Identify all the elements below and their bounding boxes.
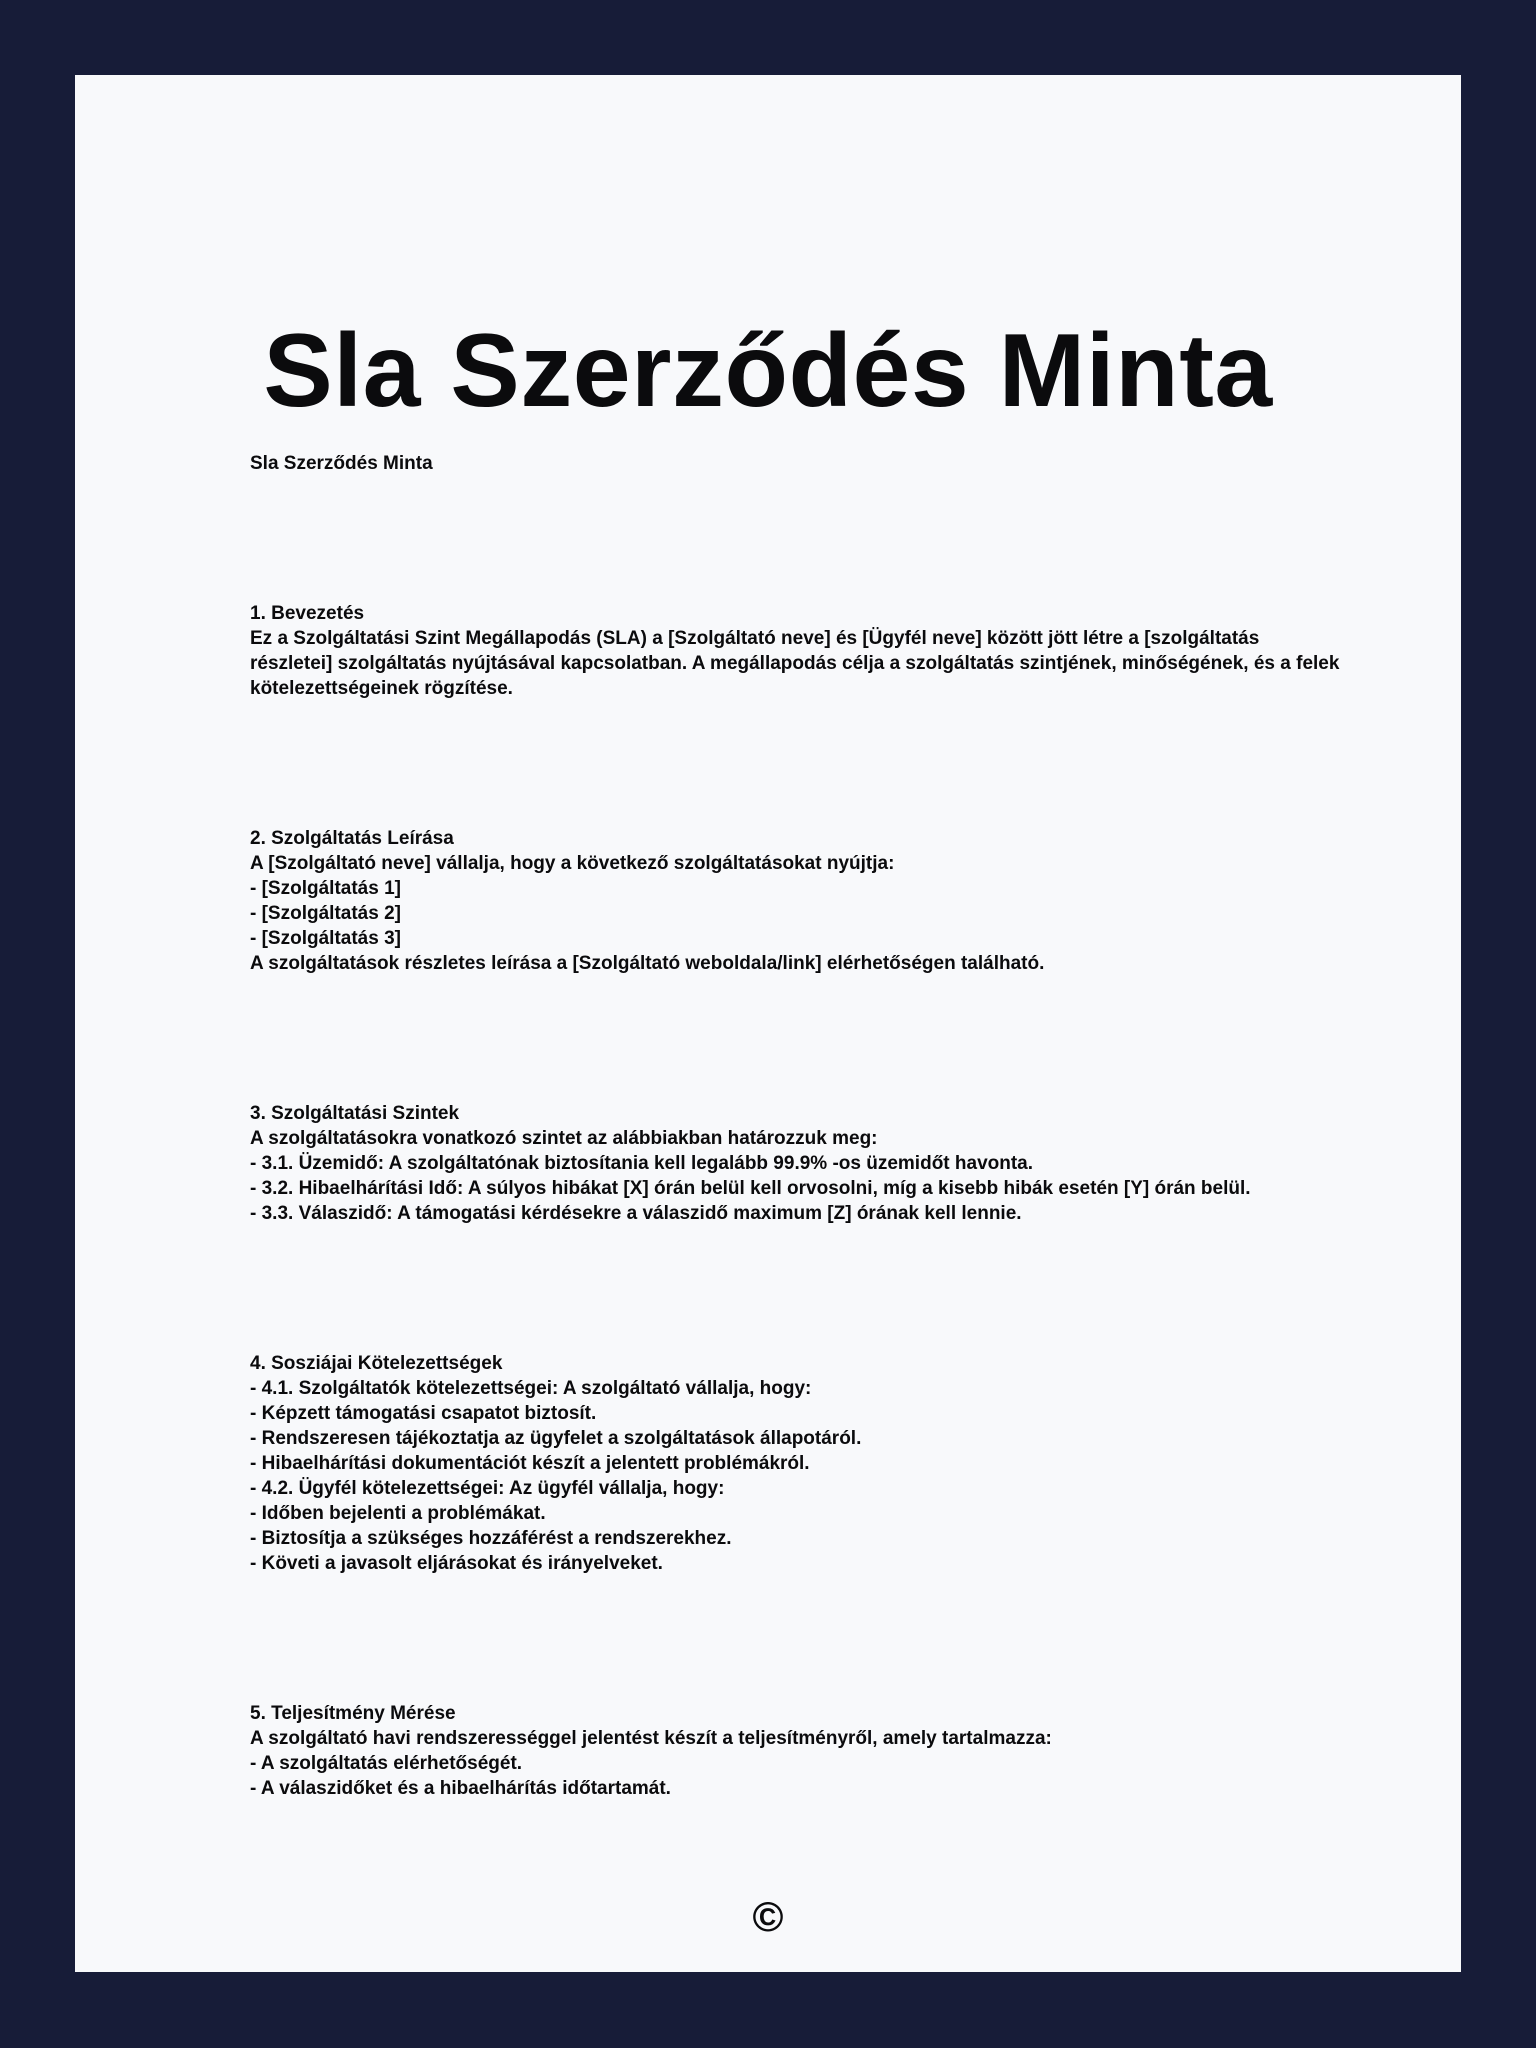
list-item: - Követi a javasolt eljárásokat és irányelveket. — [250, 1553, 663, 1574]
section-performance — [250, 1701, 1340, 1801]
section-paragraph: A szolgáltatásokra vonatkozó szintet az alábbiakban határozzuk meg: — [250, 1128, 878, 1149]
document-label: Sla Szerződés Minta — [250, 453, 433, 474]
section-service-levels — [250, 1101, 1340, 1226]
section-heading: 4. Sosziájai Kötelezettségek — [250, 1353, 503, 1374]
service-level-list — [250, 1151, 1340, 1226]
obligation-list — [250, 1376, 1340, 1576]
list-item: - Rendszeresen tájékoztatja az ügyfelet a szolgáltatások állapotáról. — [250, 1428, 862, 1449]
section-heading: 1. Bevezetés — [250, 603, 365, 624]
list-item: - Időben bejelenti a problémákat. — [250, 1503, 546, 1524]
list-item: - 3.2. Hibaelhárítási Idő: A súlyos hibákat [X] órán belül kell orvosolni, míg a kisebb hibák esetén [Y] órán belül. — [250, 1178, 1251, 1199]
list-item: - [Szolgáltatás 2] — [250, 903, 401, 924]
performance-list — [250, 1751, 1340, 1801]
section-service-description — [250, 826, 1340, 976]
list-item: - [Szolgáltatás 1] — [250, 878, 401, 899]
section-paragraph: A szolgáltatások részletes leírása a [Szolgáltató weboldala/link] elérhetőségen található. — [250, 953, 1045, 974]
list-item: - [Szolgáltatás 3] — [250, 928, 401, 949]
list-item: - 3.1. Üzemidő: A szolgáltatónak biztosítania kell legalább 99.9% -os üzemidőt havonta. — [250, 1153, 1034, 1174]
page-title: Sla Szerződés Minta — [263, 313, 1273, 429]
section-heading: 5. Teljesítmény Mérése — [250, 1703, 456, 1724]
section-paragraph: A [Szolgáltató neve] vállalja, hogy a következő szolgáltatásokat nyújtja: — [250, 853, 895, 874]
section-heading: 2. Szolgáltatás Leírása — [250, 828, 454, 849]
copyright-icon: © — [752, 1893, 784, 1940]
section-introduction — [250, 601, 1340, 701]
list-item: - Hibaelhárítási dokumentációt készít a jelentett problémákról. — [250, 1453, 810, 1474]
list-item: - Képzett támogatási csapatot biztosít. — [250, 1403, 597, 1424]
list-item: - Biztosítja a szükséges hozzáférést a rendszerekhez. — [250, 1528, 732, 1549]
section-heading: 3. Szolgáltatási Szintek — [250, 1103, 460, 1124]
list-item: - 3.3. Válaszidő: A támogatási kérdésekre a válaszidő maximum [Z] órának kell lennie. — [250, 1203, 1022, 1224]
list-item: - A szolgáltatás elérhetőségét. — [250, 1753, 523, 1774]
document-content — [250, 451, 1340, 1801]
section-obligations — [250, 1351, 1340, 1576]
list-item: - 4.1. Szolgáltatók kötelezettségei: A szolgáltató vállalja, hogy: — [250, 1378, 812, 1399]
list-item: - 4.2. Ügyfél kötelezettségei: Az ügyfél vállalja, hogy: — [250, 1478, 725, 1499]
section-paragraph: Ez a Szolgáltatási Szint Megállapodás (SLA) a [Szolgáltató neve] és [Ügyfél neve] között jött létre a [szolgáltatás részletei] szolgáltatás nyújtásával kapcsolatban. A megállapodás célja a szolgáltatás szintjének, minőségének, és a felek kötelezettségeinek rögzítése. — [250, 628, 1340, 699]
service-list — [250, 876, 1340, 951]
list-item: - A válaszidőket és a hibaelhárítás időtartamát. — [250, 1778, 671, 1799]
document-page — [75, 75, 1461, 1972]
section-paragraph: A szolgáltató havi rendszerességgel jelentést készít a teljesítményről, amely tartalmazza: — [250, 1728, 1052, 1749]
